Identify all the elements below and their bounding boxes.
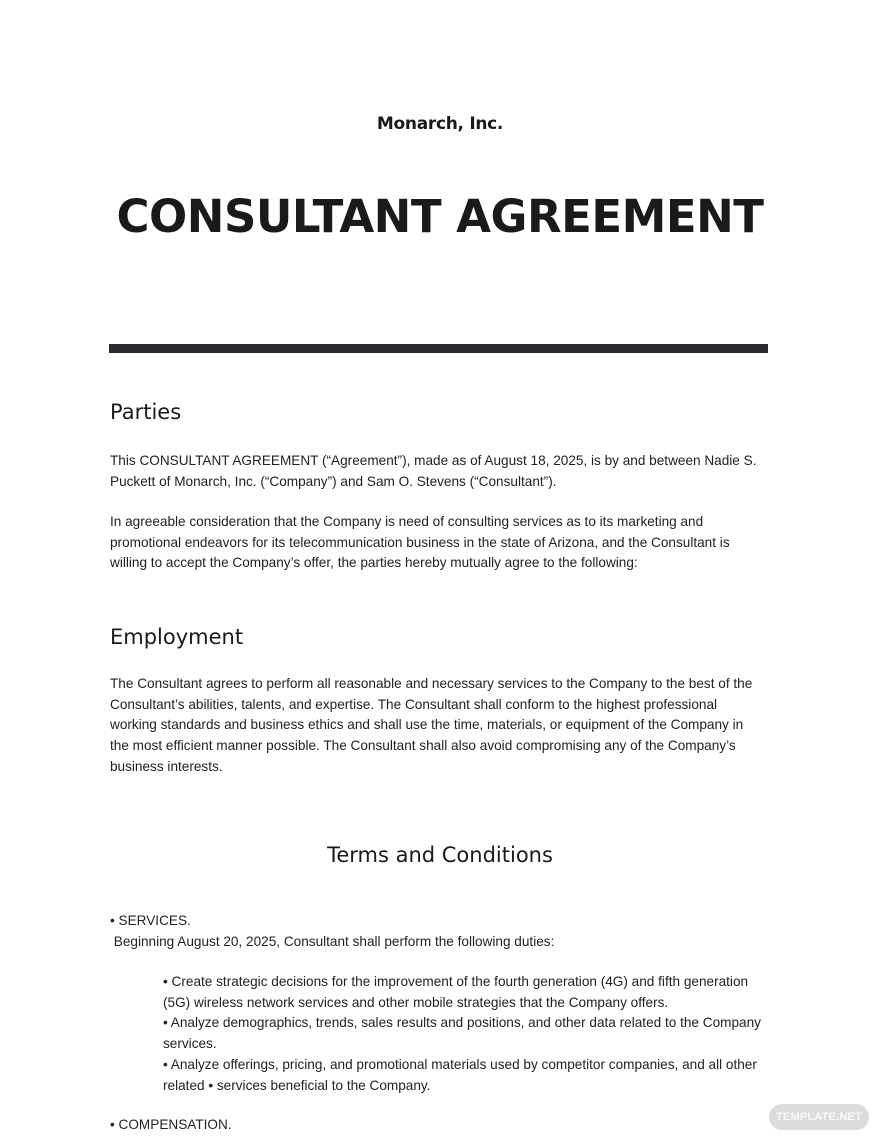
employment-paragraph	[110, 674, 775, 778]
employment-heading: Employment	[110, 625, 244, 649]
title-divider	[109, 344, 768, 353]
duty-line: • Analyze offerings, pricing, and promotional materials used by competitor companies, and all other	[163, 1056, 757, 1072]
services-block	[110, 911, 775, 952]
parties-paragraph-1	[110, 451, 775, 492]
text-line: promotional endeavors for its telecommunication business in the state of Arizona, and the Consultant is	[110, 534, 730, 550]
terms-heading: Terms and Conditions	[327, 843, 553, 867]
duty-line: services.	[163, 1036, 217, 1052]
text-line: working standards and business ethics and shall use the time, materials, or equipment of the Company in	[110, 717, 744, 733]
services-intro: Beginning August 20, 2025, Consultant shall perform the following duties:	[110, 933, 555, 949]
text-line: Consultant’s abilities, talents, and expertise. The Consultant shall conform to the highest professional	[110, 696, 718, 712]
services-label: • SERVICES.	[110, 913, 191, 928]
text-line: the most efficient manner possible. The Consultant shall also avoid compromising any of the Company’s	[110, 738, 736, 754]
duties-list	[163, 972, 783, 1096]
text-line: The Consultant agrees to perform all reasonable and necessary services to the Company to the best of the	[110, 676, 753, 691]
parties-paragraph-2	[110, 512, 775, 574]
parties-heading: Parties	[110, 400, 182, 424]
template-net-watermark: TEMPLATE.NET	[769, 1104, 869, 1130]
text-line: Puckett of Monarch, Inc. (“Company”) and Sam O. Stevens (“Consultant”).	[110, 473, 557, 489]
text-line: business interests.	[110, 758, 223, 774]
text-line: In agreeable consideration that the Company is need of consulting services as to its marketing and	[110, 514, 704, 529]
duty-line: • Create strategic decisions for the improvement of the fourth generation (4G) and fifth generation	[163, 974, 749, 989]
text-line: • COMPENSATION.	[110, 1117, 232, 1132]
text-line: willing to accept the Company’s offer, the parties hereby mutually agree to the following:	[110, 555, 638, 571]
document-title: CONSULTANT AGREEMENT	[116, 190, 764, 243]
duty-line: related • services beneficial to the Company.	[163, 1077, 431, 1093]
compensation-label	[110, 1115, 775, 1136]
company-name: Monarch, Inc.	[376, 114, 504, 134]
duty-line: (5G) wireless network services and other mobile strategies that the Company offers.	[163, 994, 669, 1010]
duty-line: • Analyze demographics, trends, sales results and positions, and other data related to the Company	[163, 1015, 761, 1031]
text-line: This CONSULTANT AGREEMENT (“Agreement”), made as of August 18, 2025, is by and between Nadie S.	[110, 453, 757, 468]
